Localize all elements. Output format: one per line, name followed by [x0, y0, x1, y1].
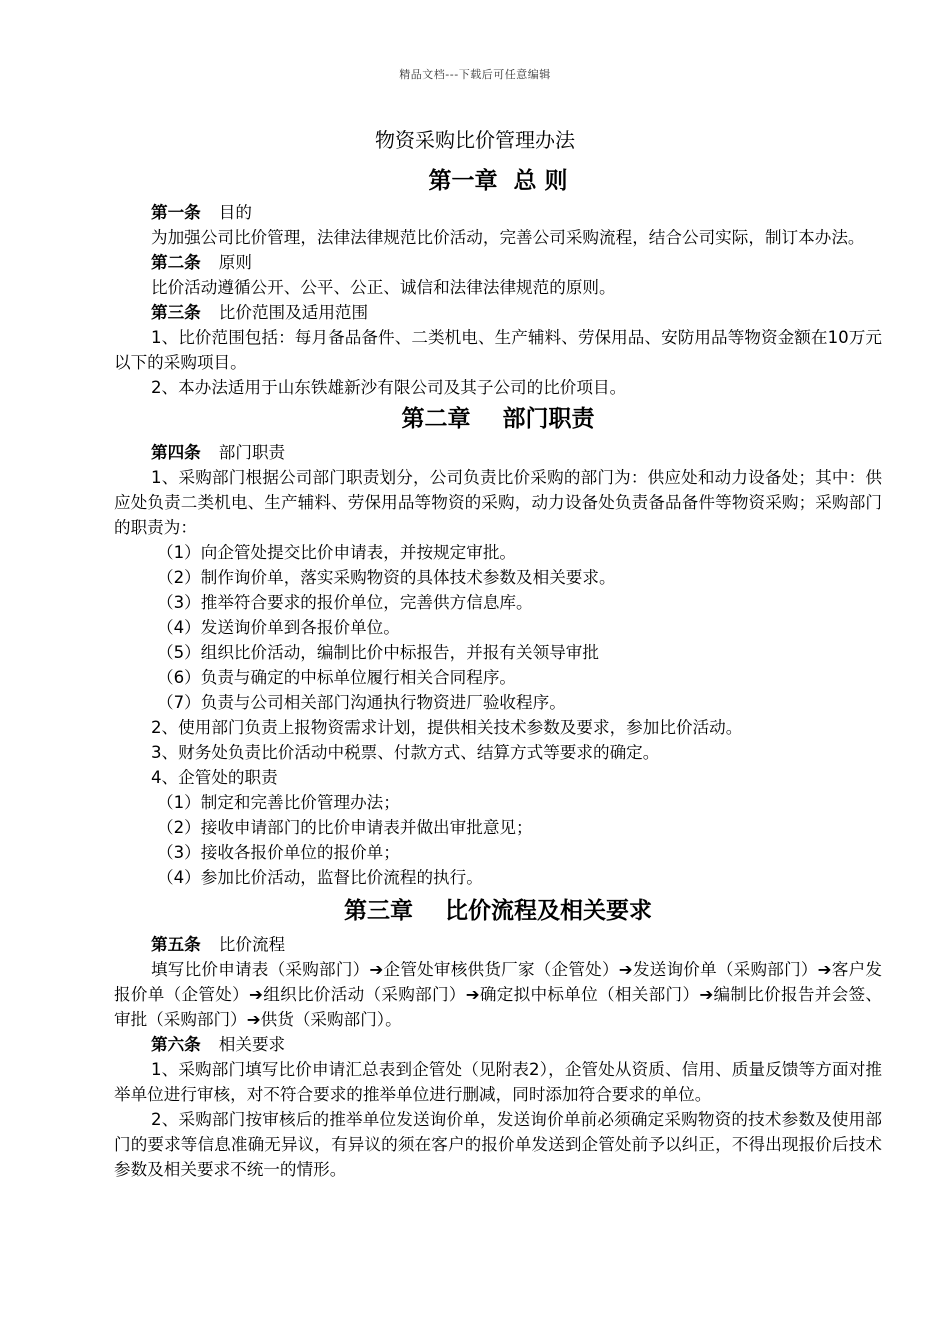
- article-number: 第五条: [151, 935, 201, 954]
- paragraph: 1、采购部门根据公司部门职责划分，公司负责比价采购的部门为：供应处和动力设备处；其中：供应处负责二类机电、生产辅料、劳保用品等物资的采购，动力设备处负责备品备件等物资采购；采购部门的职责为：: [114, 468, 882, 537]
- article-number: 第一条: [151, 203, 201, 222]
- list-item: （2）制作询价单，落实采购物资的具体技术参数及相关要求。: [157, 568, 616, 587]
- article-name: 原则: [218, 253, 252, 272]
- article-number: 第二条: [151, 253, 201, 272]
- article-name: 部门职责: [218, 443, 286, 462]
- paragraph: 3、财务处负责比价活动中税票、付款方式、结算方式等要求的确定。: [151, 743, 660, 762]
- article-name: 相关要求: [218, 1035, 286, 1054]
- document-title: 物资采购比价管理办法: [375, 128, 575, 152]
- article-name: 比价流程: [218, 935, 286, 954]
- list-item: （1）向企管处提交比价申请表，并按规定审批。: [157, 543, 517, 562]
- article-number: 第六条: [151, 1035, 201, 1054]
- paragraph: 填写比价申请表（采购部门）➔企管处审核供货厂家（企管处）➔发送询价单（采购部门）➔客户发报价单（企管处）➔组织比价活动（采购部门）➔确定拟中标单位（相关部门）➔编制比价报告并会签、审批（采购部门）➔供货（采购部门）。: [114, 960, 882, 1029]
- paragraph: 4、企管处的职责: [151, 768, 278, 787]
- paragraph: 2、采购部门按审核后的推举单位发送询价单，发送询价单前必须确定采购物资的技术参数及使用部门的要求等信息准确无异议，有异议的须在客户的报价单发送到企管处前予以纠正，不得出现报价后技术参数及相关要求不统一的情形。: [114, 1110, 882, 1179]
- list-item: （4）参加比价活动，监督比价流程的执行。: [157, 868, 483, 887]
- article-3-heading: [114, 300, 882, 325]
- paragraph: 2、本办法适用于山东铁雄新沙有限公司及其子公司的比价项目。: [151, 378, 627, 397]
- chapter-2-title: 第二章 部门职责: [401, 406, 595, 432]
- list-item: （3）接收各报价单位的报价单；: [157, 843, 400, 862]
- list-item: （4）发送询价单到各报价单位。: [157, 618, 400, 637]
- list-item: （3）推举符合要求的报价单位，完善供方信息库。: [157, 593, 533, 612]
- article-number: 第三条: [151, 303, 201, 322]
- article-number: 第四条: [151, 443, 201, 462]
- list-item: （2）接收申请部门的比价申请表并做出审批意见；: [157, 818, 533, 837]
- article-5-heading: [114, 932, 882, 957]
- paragraph: 1、比价范围包括：每月备品备件、二类机电、生产辅料、劳保用品、安防用品等物资金额在10万元以下的采购项目。: [114, 328, 882, 372]
- paragraph: 比价活动遵循公开、公平、公正、诚信和法律法律规范的原则。: [151, 278, 616, 297]
- document-body: [114, 164, 882, 1182]
- chapter-1-title: 第一章 总 则: [428, 168, 568, 194]
- chapter-3-title: 第三章 比价流程及相关要求: [343, 898, 653, 924]
- article-4-heading: [114, 440, 882, 465]
- page-watermark: 精品文档---下载后可任意编辑: [399, 68, 551, 81]
- list-item: （1）制定和完善比价管理办法；: [157, 793, 400, 812]
- article-1-heading: [114, 200, 882, 225]
- list-item: （7）负责与公司相关部门沟通执行物资进厂验收程序。: [157, 693, 566, 712]
- article-name: 目的: [218, 203, 252, 222]
- article-2-heading: [114, 250, 882, 275]
- article-6-heading: [114, 1032, 882, 1057]
- list-item: （5）组织比价活动，编制比价中标报告，并报有关领导审批: [157, 643, 599, 662]
- paragraph: 1、采购部门填写比价申请汇总表到企管处（见附表2），企管处从资质、信用、质量反馈等方面对推举单位进行审核，对不符合要求的推举单位进行删减，同时添加符合要求的单位。: [114, 1060, 882, 1104]
- paragraph: 2、使用部门负责上报物资需求计划，提供相关技术参数及要求，参加比价活动。: [151, 718, 743, 737]
- article-name: 比价范围及适用范围: [218, 303, 369, 322]
- list-item: （6）负责与确定的中标单位履行相关合同程序。: [157, 668, 517, 687]
- paragraph: 为加强公司比价管理，法律法律规范比价活动，完善公司采购流程，结合公司实际，制订本办法。: [151, 228, 865, 247]
